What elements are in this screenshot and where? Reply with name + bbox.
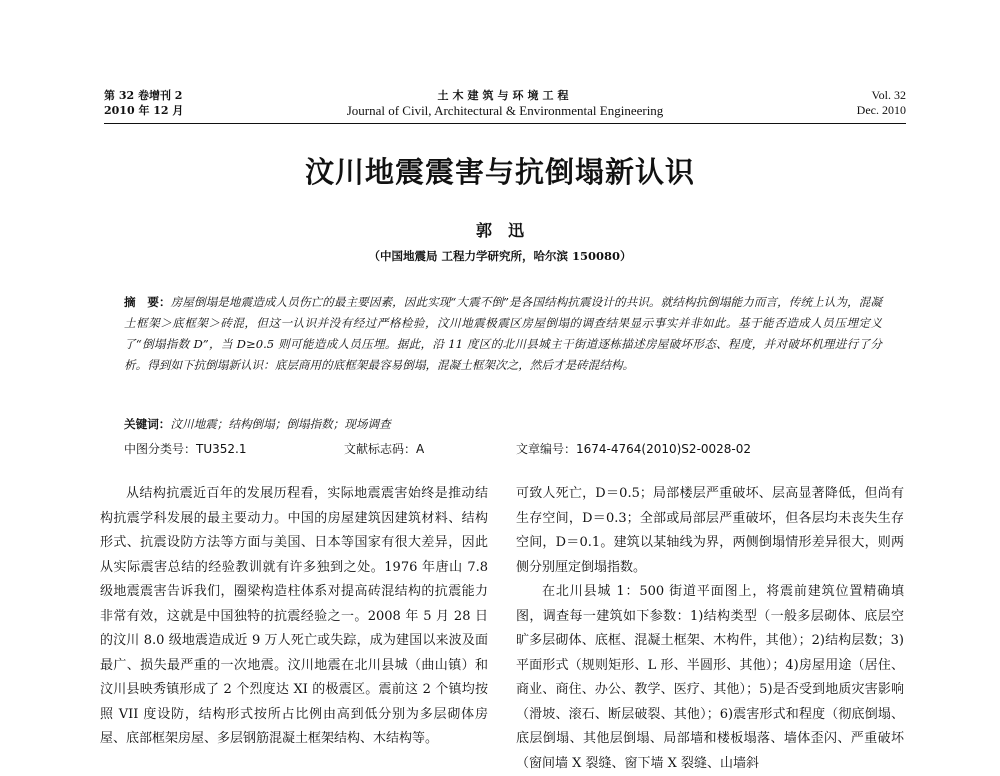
author-affiliation: （中国地震局 工程力学研究所，哈尔滨 150080） xyxy=(368,249,632,263)
clc-number: 中图分类号：TU352.1 xyxy=(124,442,247,456)
journal-name-cn: 土木建筑与环境工程 xyxy=(437,89,573,102)
running-header xyxy=(104,88,906,122)
article-number: 文章编号：1674-4764(2010)S2-0028-02 xyxy=(516,442,752,456)
header-volume: Vol. 32 xyxy=(871,88,906,102)
body-column-right xyxy=(516,482,904,776)
header-rule xyxy=(104,123,906,124)
header-issue: 第 32 卷增刊 2 xyxy=(104,89,183,102)
classification-line xyxy=(124,440,882,458)
keywords-label: 关键词： xyxy=(124,417,171,431)
body-paragraph: 在北川县城 1：500 街道平面图上，将震前建筑位置精确填图，调查每一建筑如下参数：1)结构类型（一般多层砌体、底层空旷多层砌体、底框、混凝土框架、木构件，其他）；2)结构层数；3)平面形式（规则矩形、L 形、半圆形、其他）；4)房屋用途（居住、商业、商住、办公、教学、医疗、其他）；5)是否受到地质灾害影响（滑坡、滚石、断层破裂、其他）；6)震害形式和程度（彻底倒塌、底层倒塌、其他层倒塌、局部墙和楼板塌落、墙体歪闪、严重破坏（窗间墙 X 裂缝、窗下墙 X 裂缝、山墙斜 xyxy=(516,584,904,771)
journal-name-en: Journal of Civil, Architectural & Environmental Engineering xyxy=(346,103,664,118)
header-date-en: Dec. 2010 xyxy=(856,103,906,117)
abstract-label: 摘 要： xyxy=(124,295,171,309)
author-name: 郭 迅 xyxy=(475,221,524,240)
header-journal xyxy=(104,88,906,118)
keywords-text: 汶川地震；结构倒塌；倒塌指数；现场调查 xyxy=(170,417,391,431)
abstract xyxy=(124,292,882,376)
abstract-text: 房屋倒塌是地震造成人员伤亡的最主要因素，因此实现“大震不倒”是各国结构抗震设计的共识。就结构抗倒塌能力而言，传统上认为，混凝土框架＞底框架＞砖混，但这一认识并没有经过严格检验，汶川地震极震区房屋倒塌的调查结果显示事实并非如此。基于能否造成人员压埋定义了“倒塌指数 D”，当 D≥0.5 则可能造成人员压埋。据此，沿 11 度区的北川县城主干街道逐栋描述房屋破坏形态、程度，并对破坏机理进行了分析。得到如下抗倒塌新认识：底层商用的底框架最容易倒塌，混凝土框架次之，然后才是砖混结构。 xyxy=(124,295,882,372)
header-date: 2010 年 12 月 xyxy=(104,104,184,117)
body-column-left xyxy=(100,482,488,752)
document-code: 文献标志码：A xyxy=(344,442,425,456)
body-paragraph: 可致人死亡，D＝0.5；局部楼层严重破坏、层高显著降低，但尚有生存空间，D＝0.3；全部或局部层严重破坏，但各层均未丧失生存空间，D＝0.1。建筑以某轴线为界，两侧倒塌情形差异很大，则两侧分别厘定倒塌指数。 xyxy=(516,486,904,575)
keywords xyxy=(124,415,882,433)
header-volume-info xyxy=(857,88,906,118)
body-paragraph: 从结构抗震近百年的发展历程看，实际地震震害始终是推动结构抗震学科发展的最主要动力。中国的房屋建筑因建筑材料、结构形式、抗震设防方法等方面与美国、日本等国家有很大差异，因此从实际震害总结的经验教训就有许多独到之处。1976 年唐山 7.8 级地震震害告诉我们，圈梁构造柱体系对提高砖混结构的抗震能力非常有效，这就是中国独特的抗震经验之一。2008 年 5 月 28 日的汶川 8.0 级地震造成近 9 万人死亡或失踪，成为建国以来波及面最广、损失最严重的一次地震。汶川地震在北川县城（曲山镇）和汶川县映秀镇形成了 2 个烈度达 XI 的极震区。震前这 2 个镇均按照 VII 度设防，结构形式按所占比例由高到低分别为多层砌体房屋、底部框架房屋、多层钢筋混凝土框架结构、木结构等。 xyxy=(100,486,488,746)
article-title: 汶川地震震害与抗倒塌新认识 xyxy=(304,155,695,189)
